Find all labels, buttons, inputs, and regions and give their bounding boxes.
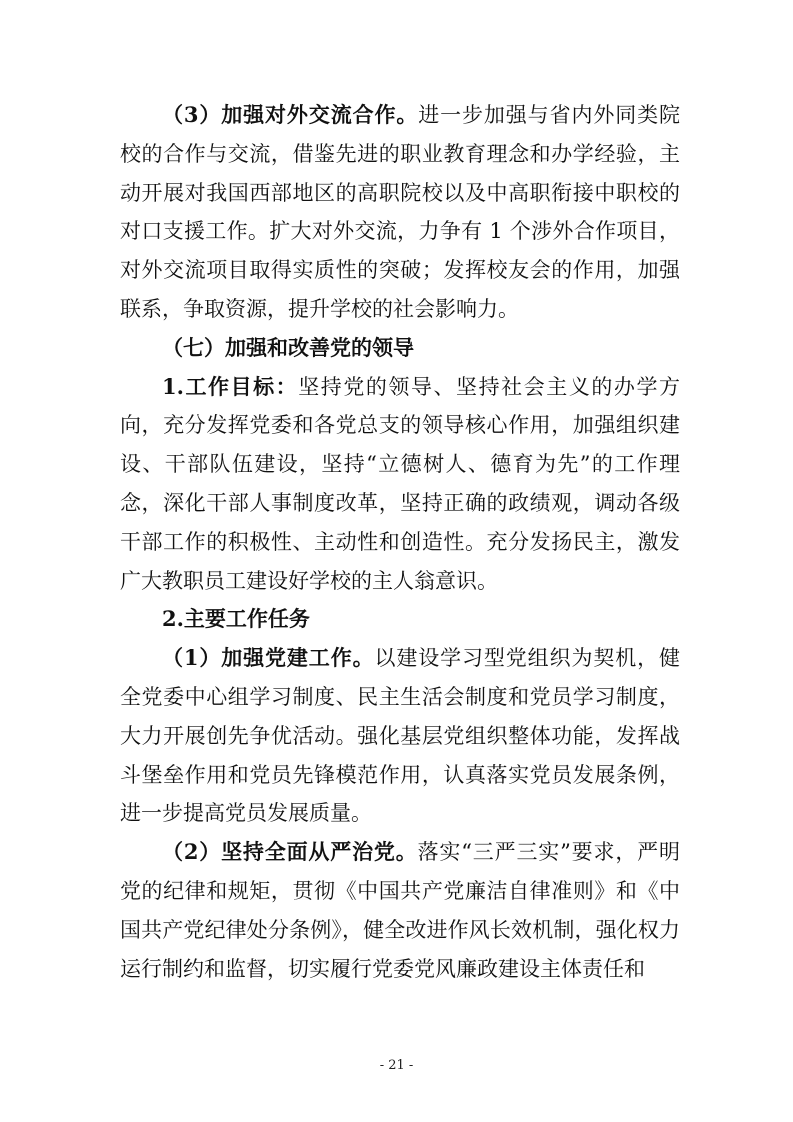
section-heading-party-leadership: （七）加强和改善党的领导: [162, 334, 414, 360]
paragraph-lead: （2）坚持全面从严治党。: [162, 839, 418, 865]
paragraph-lead: （3）加强对外交流合作。: [162, 102, 419, 127]
paragraph-text: 以建设学习型党组织为契机，健全党委中心组学习制度、民主生活会制度和党员学习制度，大力开展创先争优活动。强化基层党组织整体功能，发挥战斗堡垒作用和党员先锋模范作用，认真落实党员发展条例，进一步提高党员发展质量。: [120, 646, 680, 826]
paragraph-text: 进一步加强与省内外同类院校的合作与交流，借鉴先进的职业教育理念和办学经验，主动开展对我国西部地区的高职院校以及中高职衔接中职校的对口支援工作。扩大对外交流，力争有 1 个涉外合作项目，对外交流项目取得实质性的突破；发挥校友会的作用，加强联系，争取资源，提升学校的社会影响力。: [120, 103, 680, 321]
paragraph-strict-governance: [120, 833, 680, 988]
paragraph-party-building: [120, 639, 680, 833]
paragraph-text: 落实“三严三实”要求，严明党的纪律和规矩，贯彻《中国共产党廉洁自律准则》和《中国共产党纪律处分条例》，健全改进作风长效机制，强化权力运行制约和监督，切实履行党委党风廉政建设主体责任和: [120, 840, 680, 981]
section-heading-main-tasks: 2.主要工作任务: [162, 606, 310, 632]
paragraph-lead: （1）加强党建工作。: [162, 645, 375, 671]
paragraph-lead: 1.工作目标：: [162, 373, 299, 399]
document-body: [120, 96, 680, 988]
paragraph-external-exchange: [120, 96, 680, 329]
paragraph-work-goals: [120, 368, 680, 601]
page-number: - 21 -: [379, 1058, 414, 1073]
paragraph-text: 坚持党的领导、坚持社会主义的办学方向，充分发挥党委和各党总支的领导核心作用，加强组织建设、干部队伍建设，坚持“立德树人、德育为先”的工作理念，深化干部人事制度改革，坚持正确的政绩观，调动各级干部工作的积极性、主动性和创造性。充分发扬民主，激发广大教职员工建设好学校的主人翁意识。: [120, 374, 680, 593]
